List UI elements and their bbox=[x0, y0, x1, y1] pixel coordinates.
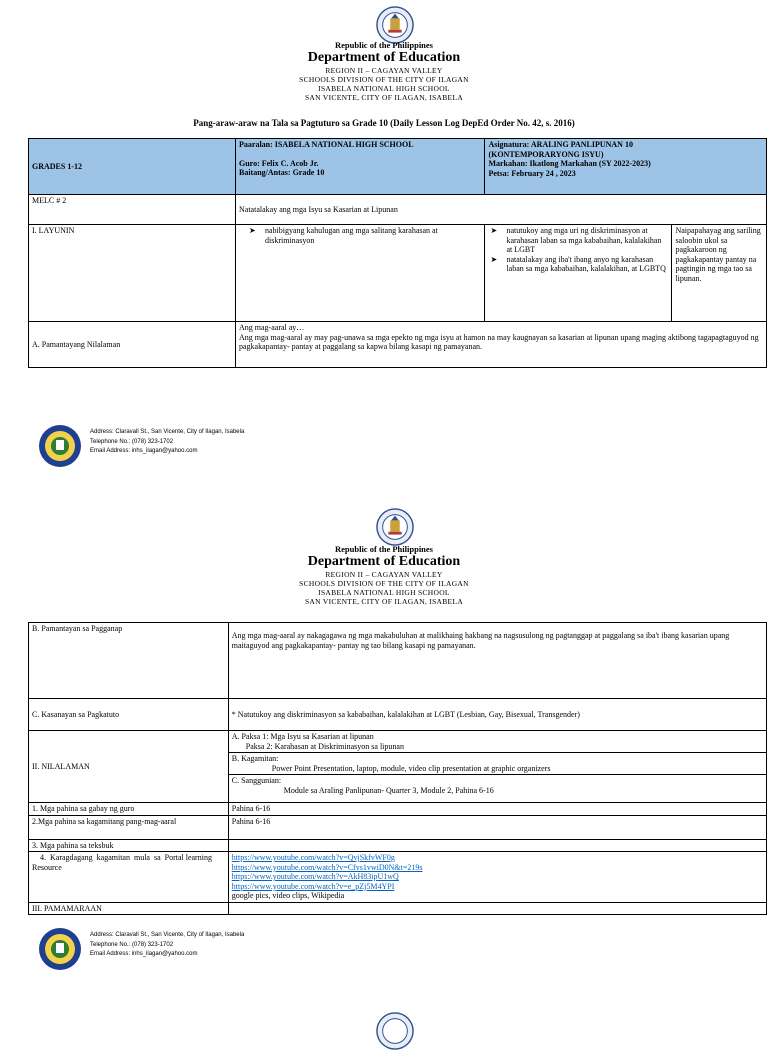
paaralan-text: Paaralan: ISABELA NATIONAL HIGH SCHOOL bbox=[239, 140, 414, 149]
row-teksbuk-value bbox=[228, 839, 766, 852]
markahan-text: Markahan: Ikatlong Markahan (SY 2022-2023) bbox=[488, 159, 651, 168]
row-gabay-value: Pahina 6-16 bbox=[228, 803, 766, 816]
document-title: Pang-araw-araw na Tala sa Pagtuturo sa Grade 10 (Daily Lesson Log DepEd Order No. 42, s. 2016) bbox=[193, 118, 575, 128]
footer-telephone: Telephone No.: (078) 323-1702 bbox=[90, 941, 174, 948]
row-kagamitang-value: Pahina 6-16 bbox=[228, 815, 766, 839]
footer-email: Email Address: inhs_ilagan@yahoo.com bbox=[90, 951, 198, 957]
layunin-item: ➤ natatalakay ang iba't ibang anyo ng karahasan laban sa mga kababaihan, kalalakihan, at LGBTQ bbox=[490, 254, 666, 273]
nilalaman-value bbox=[228, 731, 766, 803]
nilalaman-label: II. NILALAMAN bbox=[29, 731, 229, 803]
layunin-item: ➤ nabibigyang kahulugan ang mga salitang karahasan at diskriminasyon bbox=[249, 226, 438, 245]
layunin-col2 bbox=[485, 225, 672, 321]
footer-address: Address: Claravall St., San Vicente, City of Ilagan, Isabela bbox=[90, 932, 245, 938]
guro-text: Guro: Felix C. Acob Jr. bbox=[239, 158, 319, 168]
address-line: SAN VICENTE, CITY OF ILAGAN, ISABELA bbox=[304, 93, 464, 102]
footer-telephone: Telephone No.: (078) 323-1702 bbox=[90, 438, 174, 445]
paksa2: Paksa 2: Karahasan at Diskriminasyon sa lipunan bbox=[245, 741, 404, 751]
pn-line2: Ang mga mag-aaral ay may pag-unawa sa mga epekto ng mga isyu at hamon na may kaugnayan sa kasarian at lipunan upang maging aktibong tagapagtaguyod ng pagkakapantay- pantay at paggalang sa kapwa bilang kasapi ng pamayanan. bbox=[239, 332, 759, 351]
kasanayan-label: C. Kasanayan sa Pagkatuto bbox=[29, 699, 229, 731]
dll-table-2 bbox=[28, 622, 767, 915]
division-line: SCHOOLS DIVISION OF THE CITY OF ILAGAN bbox=[299, 75, 469, 84]
school-logo-icon bbox=[38, 424, 82, 468]
school-line: ISABELA NATIONAL HIGH SCHOOL bbox=[318, 588, 450, 597]
school-line: ISABELA NATIONAL HIGH SCHOOL bbox=[318, 84, 450, 93]
letterhead bbox=[0, 40, 768, 102]
portal-link[interactable]: https://www.youtube.com/watch?v=e_pZj5M4YPI bbox=[231, 881, 395, 891]
paksa-block bbox=[229, 731, 766, 753]
school-logo-icon bbox=[38, 927, 82, 971]
region-line: REGION II – CAGAYAN VALLEY bbox=[325, 570, 443, 579]
pagganap-label: B. Pamantayan sa Pagganap bbox=[29, 623, 229, 699]
layunin-col2-3 bbox=[485, 225, 767, 322]
letterhead bbox=[0, 544, 768, 606]
row-gabay-label: 1. Mga pahina sa gabay ng guro bbox=[29, 803, 229, 816]
subject-info-cell bbox=[485, 139, 767, 195]
layunin-col3: Naipapahayag ang sariling saloobin ukol sa pagkakaroon ng pagkakapantay pantay na pagtingin ng mga tao sa lipunan. bbox=[675, 226, 761, 283]
department-title: Department of Education bbox=[307, 554, 461, 569]
footer-text bbox=[90, 931, 244, 960]
paksa1: A. Paksa 1: Mga Isyu sa Kasarian at lipunan bbox=[231, 732, 374, 741]
pamamaraan-label: III. PAMAMARAAN bbox=[29, 902, 229, 915]
layunin-label: I. LAYUNIN bbox=[29, 225, 236, 322]
portal-link[interactable]: https://www.youtube.com/watch?v=QvjSkfvWF0g bbox=[231, 853, 395, 862]
portal-label: 4. Karagdagang kagamitan mula sa Portal learning Resource bbox=[29, 852, 229, 903]
petsa-text: Petsa: February 24 , 2023 bbox=[488, 168, 576, 178]
arrow-bullet-icon: ➤ bbox=[490, 254, 498, 264]
deped-seal-icon bbox=[376, 6, 414, 44]
arrow-bullet-icon: ➤ bbox=[490, 226, 498, 235]
grades-cell: GRADES 1-12 bbox=[29, 139, 236, 195]
layunin-col1 bbox=[236, 225, 485, 322]
sanggunian-label: C. Sanggunian: bbox=[231, 776, 282, 785]
kagamitan-label: B. Kagamitan: bbox=[231, 754, 279, 763]
kasanayan-value: * Natutukoy ang diskriminasyon sa kababaihan, kalalakihan at LGBT (Lesbian, Gay, Bisexual, Transgender) bbox=[228, 699, 766, 731]
layunin-item: ➤ natutukoy ang mga uri ng diskriminasyon at karahasan laban sa mga kababaihan, kalalakihan at LGBT bbox=[490, 226, 662, 254]
kagamitan-block bbox=[229, 753, 766, 775]
pamantayang-nilalaman-label: A. Pamantayang Nilalaman bbox=[29, 322, 236, 368]
department-title: Department of Education bbox=[307, 50, 461, 65]
asignatura-text: Asignatura: ARALING PANLIPUNAN 10 bbox=[488, 140, 633, 149]
sanggunian-block bbox=[229, 775, 766, 796]
portal-link[interactable]: https://www.youtube.com/watch?v=Cfvs1vwiD0N&t=219s bbox=[231, 862, 423, 872]
footer-email: Email Address: inhs_ilagan@yahoo.com bbox=[90, 448, 198, 454]
address-line: SAN VICENTE, CITY OF ILAGAN, ISABELA bbox=[304, 597, 464, 606]
deped-seal-icon bbox=[376, 1012, 414, 1050]
kagamitan-value: Power Point Presentation, laptop, module, video clip presentation at graphic organizers bbox=[271, 763, 551, 773]
footer-text bbox=[90, 428, 244, 457]
portal-value bbox=[228, 852, 766, 903]
baitang-text: Baitang/Antas: Grade 10 bbox=[239, 168, 325, 177]
region-line: REGION II – CAGAYAN VALLEY bbox=[325, 66, 443, 75]
asignatura-sub-text: (KONTEMPORARYONG ISYU) bbox=[488, 149, 604, 159]
republic-line: Republic of the Philippines bbox=[334, 40, 433, 50]
school-info-cell bbox=[236, 139, 485, 195]
row-teksbuk-label: 3. Mga pahina sa teksbuk bbox=[29, 839, 229, 852]
arrow-bullet-icon: ➤ bbox=[249, 226, 256, 235]
division-line: SCHOOLS DIVISION OF THE CITY OF ILAGAN bbox=[299, 579, 469, 588]
row-kagamitang-label: 2.Mga pahina sa kagamitang pang-mag-aaral bbox=[29, 815, 229, 839]
pn-line1: Ang mag-aaral ay… bbox=[239, 323, 305, 332]
dll-table-1 bbox=[28, 138, 767, 368]
portal-link[interactable]: https://www.youtube.com/watch?v=AkH83ipU1wQ bbox=[231, 872, 399, 881]
footer-1 bbox=[38, 424, 338, 474]
footer-address: Address: Claravall St., San Vicente, City of Ilagan, Isabela bbox=[90, 429, 245, 435]
melc-value: Natatalakay ang mga Isyu sa Kasarian at Lipunan bbox=[236, 195, 767, 225]
deped-seal-icon bbox=[376, 508, 414, 546]
pamamaraan-value bbox=[228, 902, 766, 915]
pagganap-value: Ang mga mag-aaral ay nakagagawa ng mga makabuluhan at malikhaing hakbang na nagsusulong ng pagtanggap at paggalang sa iba't ibang kasarian upang maitaguyod ang pagkakapantay- pantay ng tao bilang kasapi ng pamayanan. bbox=[228, 623, 766, 699]
pamantayang-nilalaman-value bbox=[236, 322, 767, 368]
footer-2 bbox=[38, 927, 338, 977]
sanggunian-value: Module sa Araling Panlipunan- Quarter 3, Module 2, Pahina 6-16 bbox=[283, 785, 494, 795]
portal-extra: google pics, video clips, Wikipedia bbox=[231, 891, 345, 900]
melc-label: MELC # 2 bbox=[29, 195, 236, 225]
republic-line: Republic of the Philippines bbox=[334, 544, 433, 554]
